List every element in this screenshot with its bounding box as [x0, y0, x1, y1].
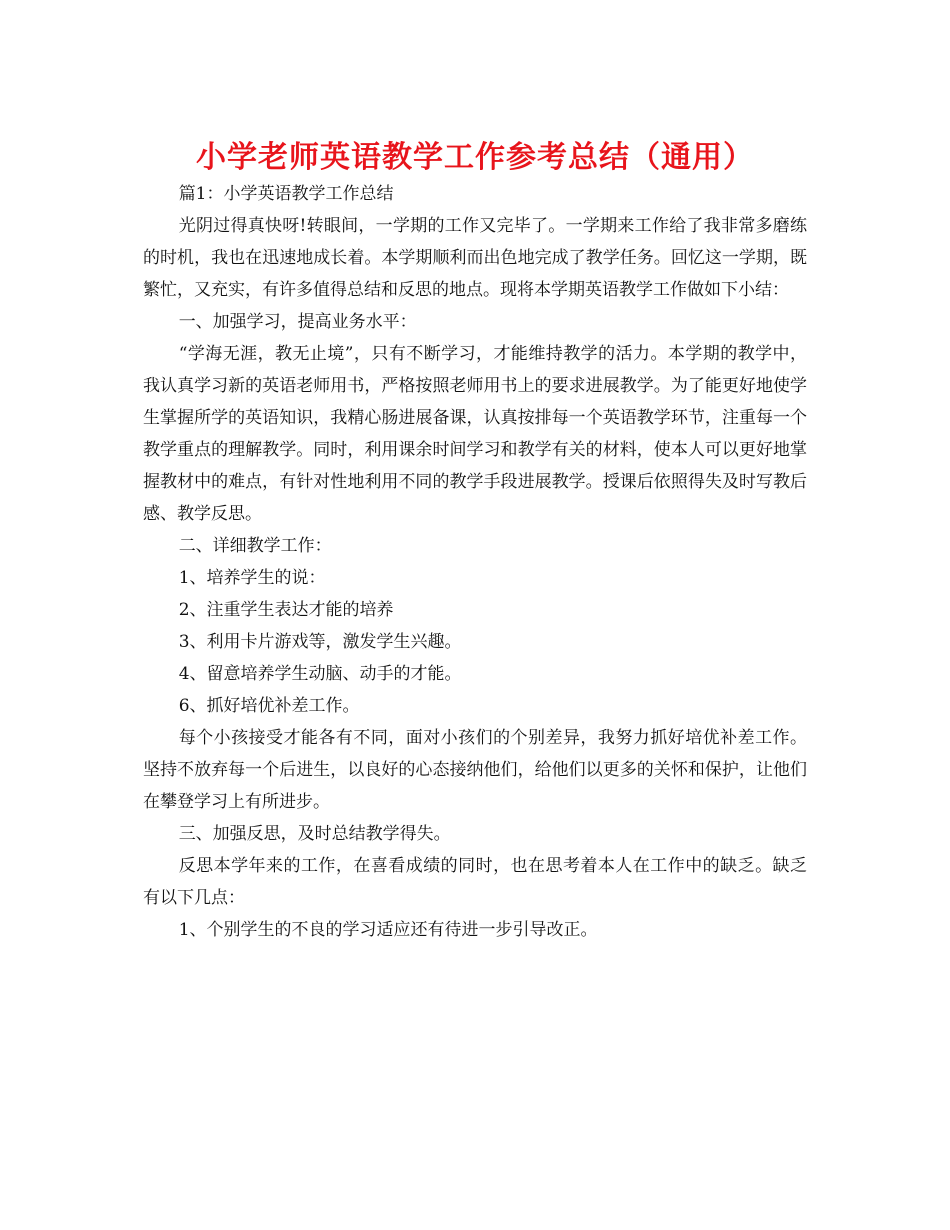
- section-heading-2: 二、详细教学工作：: [178, 536, 332, 556]
- list-item: 3、利用卡片游戏等，激发学生兴趣。: [178, 632, 462, 652]
- section-heading-article-1: 篇1：小学英语教学工作总结: [178, 184, 394, 204]
- paragraph-tutoring: 每个小孩接受才能各有不同，面对小孩们的个别差异，我努力抓好培优补差工作。坚持不放弃每一个后进生，以良好的心态接纳他们，给他们以更多的关怀和保护，让他们在攀登学习上有所进步。: [143, 728, 807, 812]
- paragraph-intro: 光阴过得真快呀!转眼间，一学期的工作又完毕了。一学期来工作给了我非常多磨练的时机，我也在迅速地成长着。本学期顺利而出色地完成了教学任务。回忆这一学期，既繁忙，又充实，有许多值得总结和反思的地点。现将本学期英语教学工作做如下小结：: [143, 216, 807, 300]
- section-heading-3: 三、加强反思，及时总结教学得失。: [178, 824, 451, 844]
- section-heading-1: 一、加强学习，提高业务水平：: [178, 312, 417, 332]
- list-item: 6、抓好培优补差工作。: [178, 696, 360, 716]
- list-item: 1、培养学生的说：: [178, 568, 326, 588]
- document-title: 小学老师英语教学工作参考总结（通用）: [196, 140, 754, 175]
- list-item: 1、个别学生的不良的学习适应还有待进一步引导改正。: [178, 920, 598, 940]
- list-item: 4、留意培养学生动脑、动手的才能。: [178, 664, 462, 684]
- paragraph-reflection: 反思本学年来的工作，在喜看成绩的同时，也在思考着本人在工作中的缺乏。缺乏有以下几点：: [143, 856, 807, 908]
- document-body: [143, 178, 807, 946]
- list-item: 2、注重学生表达才能的培养: [178, 600, 394, 620]
- paragraph-learning: “学海无涯，教无止境”，只有不断学习，才能维持教学的活力。本学期的教学中，我认真学习新的英语老师用书，严格按照老师用书上的要求进展教学。为了能更好地使学生掌握所学的英语知识，我精心肠进展备课，认真按排每一个英语教学环节，注重每一个教学重点的理解教学。同时，利用课余时间学习和教学有关的材料，使本人可以更好地掌握教材中的难点，有针对性地利用不同的教学手段进展教学。授课后依照得失及时写教后感、教学反思。: [143, 344, 807, 524]
